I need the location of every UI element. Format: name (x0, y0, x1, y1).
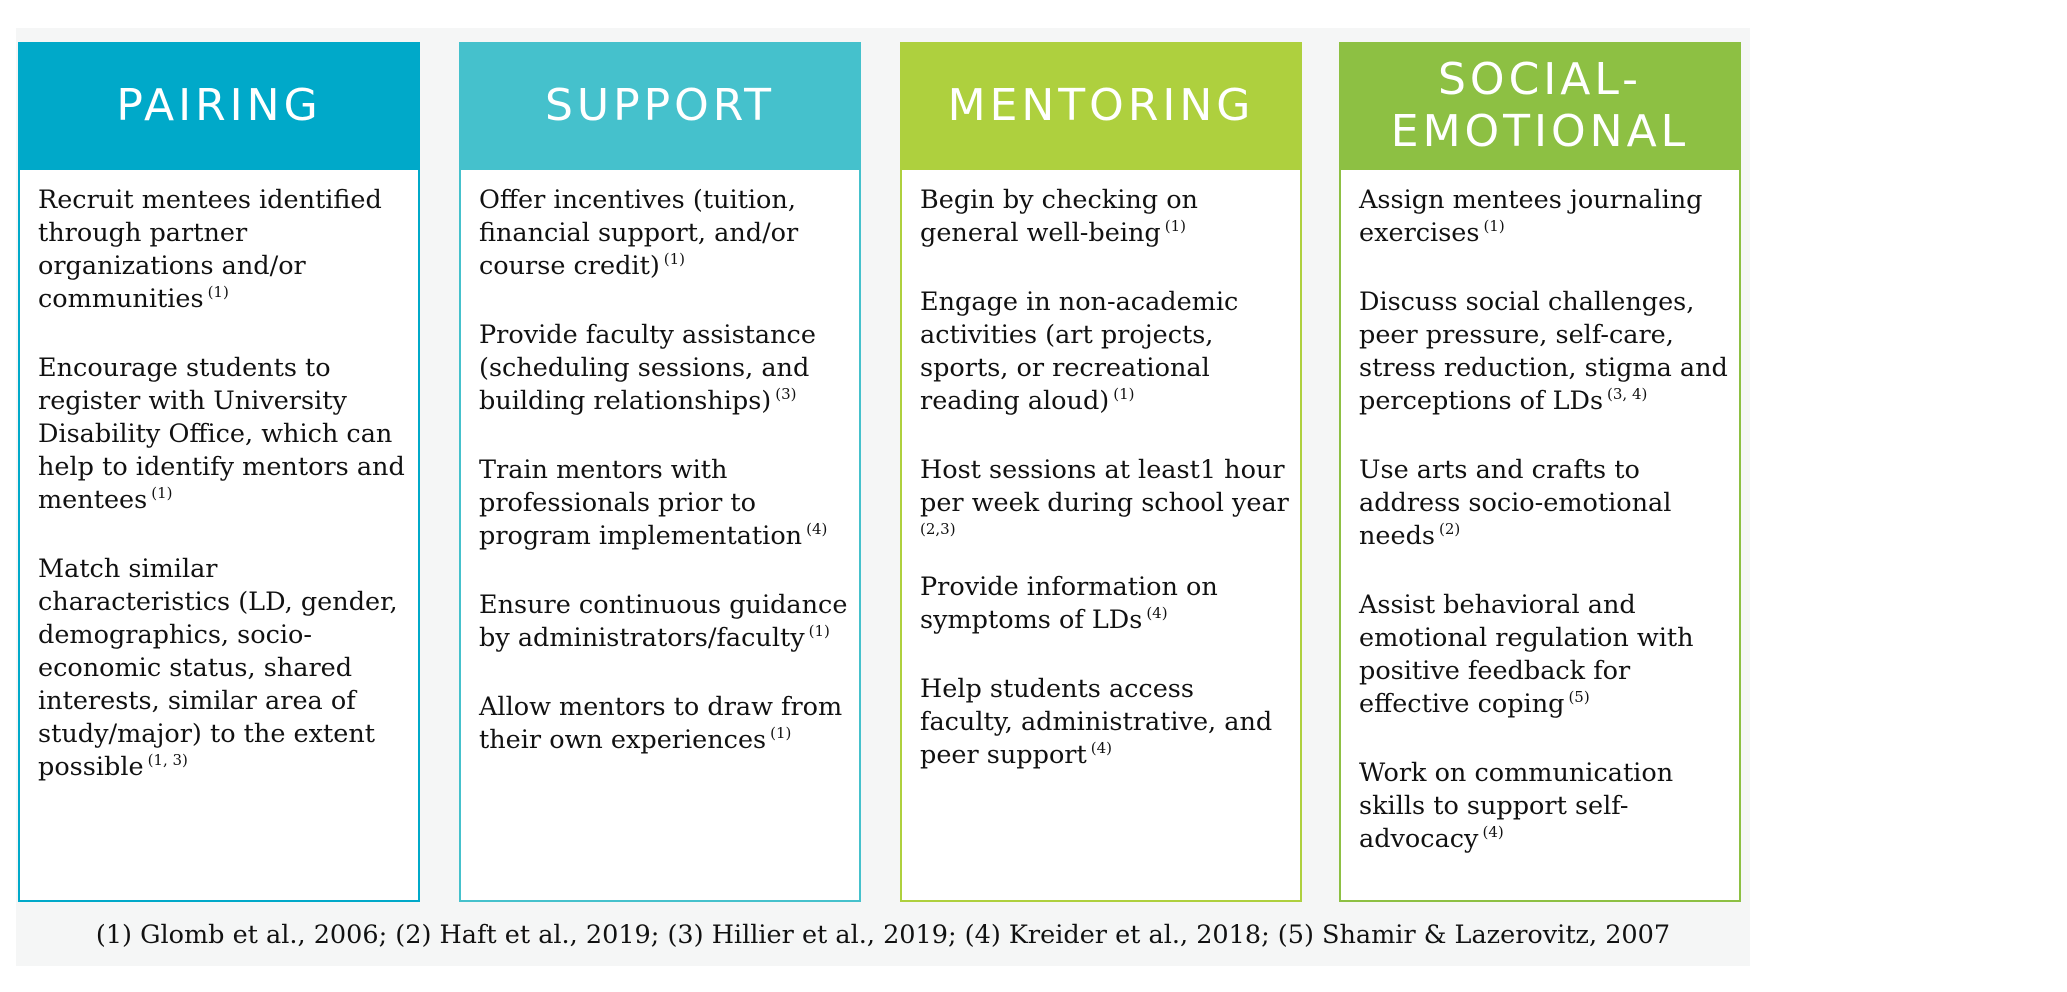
item-text: Assign mentees journaling exercises (1359, 185, 1703, 248)
list-item (1359, 454, 1731, 556)
list-item (479, 184, 851, 286)
column-header (18, 42, 420, 170)
citation: (4) (806, 520, 828, 538)
item-list (461, 170, 859, 760)
citation: (1) (770, 724, 792, 742)
citation: (1, 3) (147, 751, 188, 769)
citation: (1) (1483, 217, 1505, 235)
citation: (5) (1568, 688, 1590, 706)
column-social-emotional (1339, 42, 1741, 902)
references: (1) Glomb et al., 2006; (2) Haft et al., 2019; (3) Hillier et al., 2019; (4) Kreider et al., 2018; (5) Shamir & Lazerovitz, 2007 (95, 920, 1671, 950)
column-header (459, 42, 861, 170)
list-item (920, 184, 1292, 253)
citation: (3, 4) (1607, 385, 1648, 403)
column-title: SOCIAL- EMOTIONAL (1390, 54, 1690, 157)
list-item (479, 454, 851, 556)
column-title: SUPPORT (544, 80, 776, 131)
item-text: Work on communication skills to support self-advocacy (1359, 758, 1674, 854)
item-text: Assist behavioral and emotional regulation with positive feedback for effective coping (1359, 590, 1694, 719)
item-text: Provide faculty assistance (scheduling sessions, and building relationships) (479, 320, 816, 416)
column-pairing (18, 42, 420, 902)
citation: (1) (1164, 217, 1186, 235)
citation: (1) (1113, 385, 1135, 403)
item-text: Host sessions at least1 hour per week during school year (920, 455, 1289, 518)
citation: (1) (207, 283, 229, 301)
item-text: Help students access faculty, administrative, and peer support (920, 674, 1273, 770)
list-item (1359, 184, 1731, 253)
item-text: Allow mentors to draw from their own experiences (479, 692, 843, 755)
list-item (479, 589, 851, 658)
column-header (1339, 42, 1741, 170)
citation: (4) (1090, 739, 1112, 757)
item-text: Begin by checking on general well-being (920, 185, 1198, 248)
list-item (920, 454, 1292, 538)
item-text: Provide information on symptoms of LDs (920, 572, 1218, 635)
item-text: Match similar characteristics (LD, gender, demographics, socio-economic status, shared interests, similar area of study/major) to the extent possible (38, 554, 398, 782)
citation: (1) (808, 622, 830, 640)
list-item (38, 352, 410, 520)
item-text: Offer incentives (tuition, financial support, and/or course credit) (479, 185, 799, 281)
citation: (1) (151, 484, 173, 502)
column-mentoring (900, 42, 1302, 902)
list-item (1359, 589, 1731, 724)
item-text: Train mentors with professionals prior to program implementation (479, 455, 803, 551)
citation: (3) (775, 385, 797, 403)
citation: (2,3) (920, 520, 956, 538)
list-item (479, 319, 851, 421)
list-item (920, 286, 1292, 421)
item-list (1341, 170, 1739, 859)
list-item (479, 691, 851, 760)
item-list (902, 170, 1300, 775)
list-item (1359, 757, 1731, 859)
item-text: Discuss social challenges, peer pressure, self-care, stress reduction, stigma and perceptions of LDs (1359, 287, 1728, 416)
column-title: MENTORING (947, 80, 1255, 131)
citation: (4) (1146, 604, 1168, 622)
citation: (4) (1482, 823, 1504, 841)
citation: (2) (1439, 520, 1461, 538)
item-list (20, 170, 418, 787)
list-item (1359, 286, 1731, 421)
list-item (920, 571, 1292, 640)
list-item (38, 184, 410, 319)
item-text: Engage in non-academic activities (art projects, sports, or recreational reading aloud) (920, 287, 1239, 416)
citation: (1) (663, 250, 686, 268)
item-text: Use arts and crafts to address socio-emotional needs (1359, 455, 1672, 551)
column-header (900, 42, 1302, 170)
column-title: PAIRING (116, 80, 322, 131)
item-text: Recruit mentees identified through partner organizations and/or communities (38, 185, 382, 314)
list-item (920, 673, 1292, 775)
item-text: Ensure continuous guidance by administrators/faculty (479, 590, 848, 653)
column-support (459, 42, 861, 902)
list-item (38, 553, 410, 787)
item-text: Encourage students to register with University Disability Office, which can help to identify mentors and mentees (38, 353, 405, 515)
